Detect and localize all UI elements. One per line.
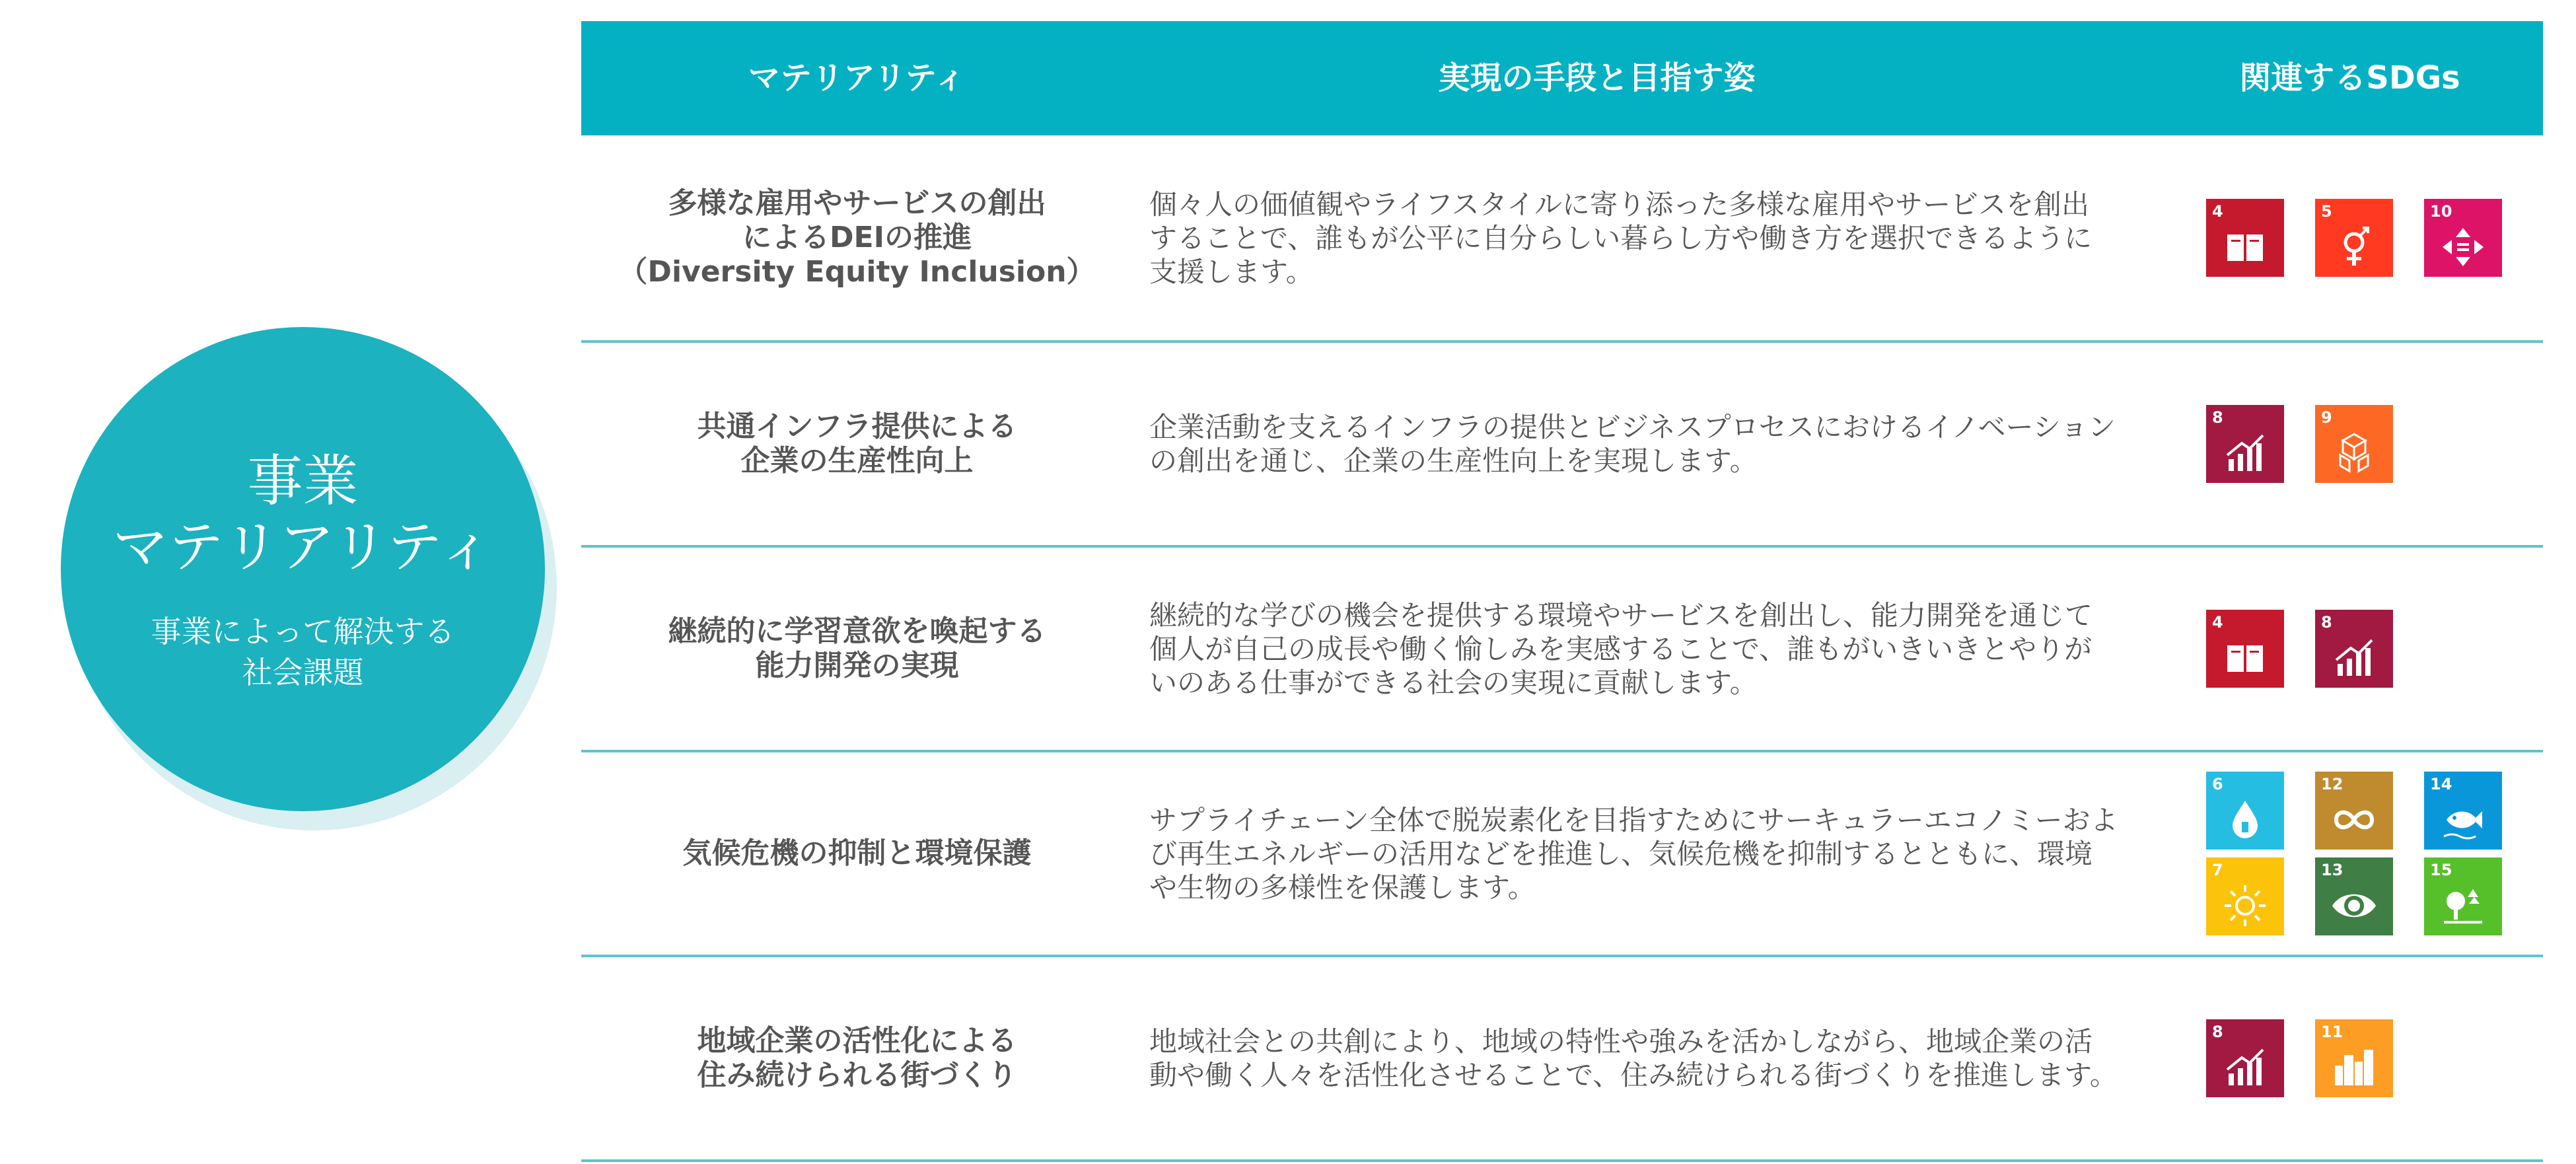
sdg-goal-13-eye-globe-icon bbox=[2315, 857, 2393, 935]
sdg-goal-11-city-icon bbox=[2315, 1019, 2393, 1097]
materiality-cell bbox=[581, 614, 1133, 683]
sdg-number: 9 bbox=[2321, 408, 2332, 427]
description-line: 支援します。 bbox=[1149, 255, 1314, 288]
badge-title-line1: 事業 bbox=[247, 449, 359, 513]
table-row bbox=[581, 343, 2543, 548]
table-header bbox=[581, 21, 2543, 135]
description-line: 地域社会との共創により、地域の特性や強みを活かしながら、地域企業の活 bbox=[1149, 1025, 2093, 1058]
sdg-goal-15-tree-icon bbox=[2424, 857, 2502, 935]
description-cell bbox=[1149, 188, 2120, 289]
table-row bbox=[581, 957, 2543, 1162]
sdg-number: 14 bbox=[2430, 775, 2452, 793]
sdg-number: 4 bbox=[2212, 613, 2223, 632]
row-divider bbox=[581, 1159, 2543, 1162]
materiality-line: 継続的に学習意欲を喚起する bbox=[668, 614, 1046, 648]
badge-subtitle-line2: 社会課題 bbox=[242, 655, 364, 690]
materiality-line: 多様な雇用やサービスの創出 bbox=[668, 186, 1046, 220]
description-line: いのある仕事ができる社会の実現に貢献します。 bbox=[1149, 666, 1758, 699]
description-line: することで、誰もが公平に自分らしい暮らし方や働き方を選択できるように bbox=[1149, 221, 2093, 254]
sdg-goal-8-growth-chart-icon bbox=[2315, 610, 2393, 688]
sdg-goal-14-fish-icon bbox=[2424, 772, 2502, 850]
description-line: サプライチェーン全体で脱炭素化を目指すためにサーキュラーエコノミーおよ bbox=[1149, 803, 2118, 836]
sdg-goal-7-sun-icon bbox=[2206, 857, 2284, 935]
materiality-line: 住み続けられる街づくり bbox=[697, 1058, 1017, 1092]
sdg-goal-10-reduced-inequality-icon bbox=[2424, 199, 2502, 277]
sdg-number: 8 bbox=[2321, 613, 2332, 632]
description-line: の創出を通じ、企業の生産性向上を実現します。 bbox=[1149, 445, 1758, 477]
sdg-number: 6 bbox=[2212, 775, 2223, 793]
sdg-goal-8-growth-chart-icon bbox=[2206, 1019, 2284, 1097]
sdg-goal-6-water-drop-icon bbox=[2206, 772, 2284, 850]
header-sdgs: 関連するSDGs bbox=[2239, 59, 2460, 96]
materiality-line: によるDEIの推進 bbox=[742, 221, 972, 254]
materiality-cell bbox=[581, 1024, 1133, 1093]
materiality-line: 企業の生産性向上 bbox=[740, 444, 974, 478]
sdg-number: 5 bbox=[2321, 202, 2332, 221]
sdg-goal-12-infinity-icon bbox=[2315, 772, 2393, 850]
header-means-label: 実現の手段と目指す姿 bbox=[1438, 59, 1756, 96]
sdg-goal-8-growth-chart-icon bbox=[2206, 405, 2284, 483]
badge-subtitle-line1: 事業によって解決する bbox=[151, 614, 455, 649]
description-line: 個人が自己の成長や働く愉しみを実感することで、誰もがいきいきとやりが bbox=[1149, 632, 2093, 665]
materiality-cell bbox=[581, 410, 1133, 478]
header-materiality: マテリアリティ bbox=[748, 59, 966, 96]
description-line: 動や働く人々を活性化させることで、住み続けられる街づくりを推進します。 bbox=[1149, 1059, 2118, 1091]
sdg-goal-9-cubes-icon bbox=[2315, 405, 2393, 483]
description-line: び再生エネルギーの活用などを推進し、気候危機を抑制するとともに、環境 bbox=[1149, 837, 2093, 870]
materiality-line: 能力開発の実現 bbox=[755, 649, 959, 682]
materiality-line: 共通インフラ提供による bbox=[697, 410, 1017, 443]
badge-title-line2: マテリアリティ bbox=[112, 515, 493, 579]
description-line: 継続的な学びの機会を提供する環境やサービスを創出し、能力開発を通じて bbox=[1149, 599, 2093, 632]
sdg-number: 4 bbox=[2212, 202, 2223, 221]
sdg-goal-4-book-icon bbox=[2206, 610, 2284, 688]
materiality-line: （Diversity Equity Inclusion） bbox=[618, 255, 1096, 289]
sdg-number: 13 bbox=[2321, 861, 2343, 879]
table-row bbox=[581, 752, 2543, 957]
materiality-line: 地域企業の活性化による bbox=[697, 1024, 1017, 1058]
sdg-number: 10 bbox=[2430, 202, 2452, 221]
description-cell bbox=[1149, 599, 2120, 700]
materiality-badge bbox=[61, 327, 545, 811]
materiality-cell bbox=[581, 836, 1133, 871]
sdg-number: 12 bbox=[2321, 775, 2343, 793]
table-row bbox=[581, 548, 2543, 752]
description-line: 企業活動を支えるインフラの提供とビジネスプロセスにおけるイノベーション bbox=[1149, 411, 2116, 443]
materiality-cell bbox=[581, 186, 1133, 289]
sdg-goal-4-book-icon bbox=[2206, 199, 2284, 277]
sdg-goal-5-gender-icon bbox=[2315, 199, 2393, 277]
sdg-number: 7 bbox=[2212, 861, 2223, 879]
materiality-line: 気候危機の抑制と環境保護 bbox=[682, 836, 1032, 870]
description-cell bbox=[1149, 1025, 2120, 1092]
sdg-number: 8 bbox=[2212, 1023, 2223, 1041]
description-cell bbox=[1149, 803, 2120, 904]
table-row bbox=[581, 135, 2543, 343]
sdg-number: 15 bbox=[2430, 861, 2452, 879]
sdg-number: 11 bbox=[2321, 1023, 2343, 1041]
description-cell bbox=[1149, 410, 2120, 478]
description-line: や生物の多様性を保護します。 bbox=[1149, 871, 1536, 904]
description-line: 個々人の価値観やライフスタイルに寄り添った多様な雇用やサービスを創出 bbox=[1149, 188, 2089, 221]
sdg-number: 8 bbox=[2212, 408, 2223, 427]
